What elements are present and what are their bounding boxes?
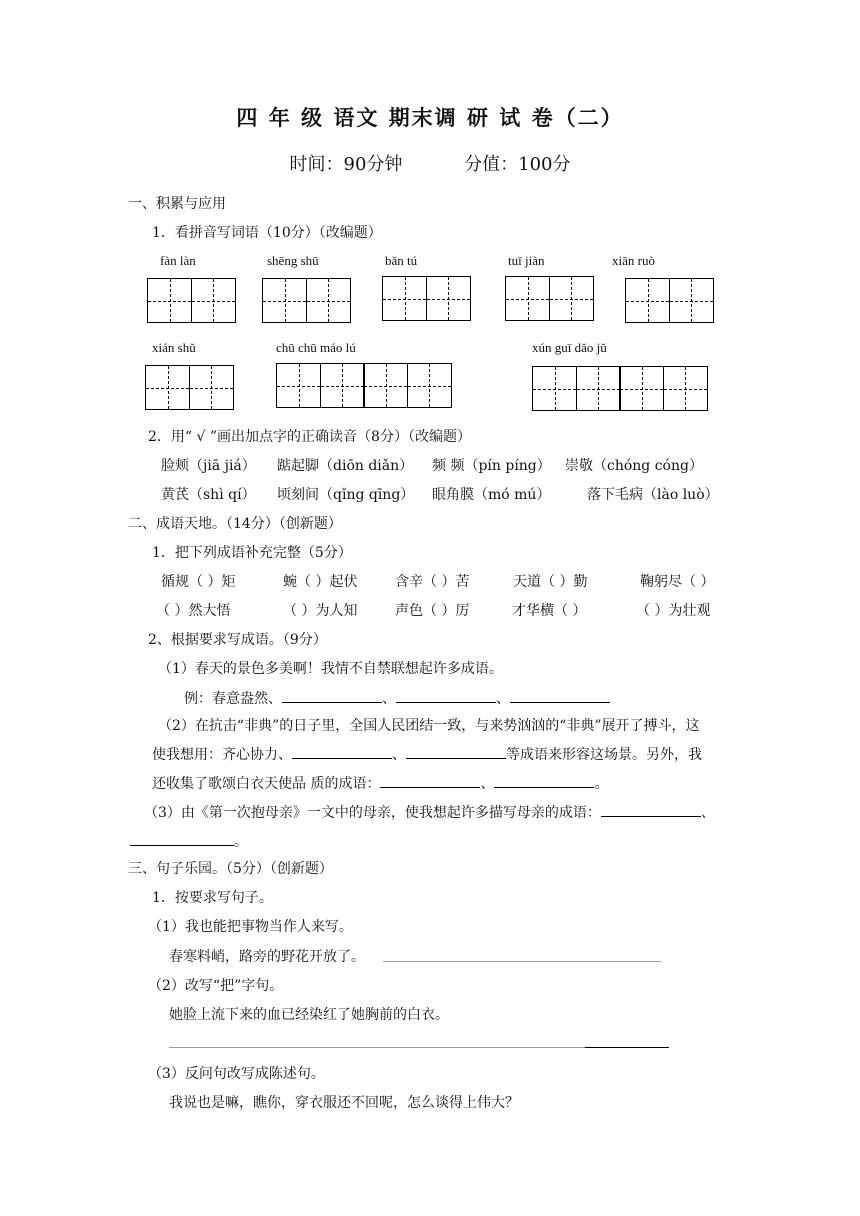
pinyin-5: xiān ruò bbox=[612, 253, 655, 268]
s3-q1-3: （3）反问句改写成陈述句。 bbox=[148, 1066, 325, 1082]
writing-grid-4[interactable] bbox=[505, 276, 592, 321]
q2-item-5: 黄芪（shì qí） bbox=[161, 487, 256, 503]
pinyin-2: shēng shū bbox=[267, 253, 319, 268]
idiom-4: 天道（ ）勤 bbox=[513, 574, 588, 590]
s3-q1-1: （1）我也能把事物当作人来写。 bbox=[148, 919, 353, 935]
page-title: 四 年 级 语文 期末调 研 试 卷（二） bbox=[236, 105, 624, 130]
s2-q2-3: （3）由《第一次抱母亲》一文中的母亲，使我想起许多描写母亲的成语： 、 bbox=[144, 805, 715, 821]
s2-q2: 2、根据要求写成语。（9分） bbox=[148, 632, 327, 648]
idiom-1: 循规（ ）矩 bbox=[161, 574, 236, 590]
writing-grid-1[interactable] bbox=[147, 278, 234, 323]
pinyin-8: xún guī dǎo jǔ bbox=[532, 340, 607, 355]
pinyin-3: bǎn tú bbox=[385, 253, 418, 268]
q2-item-8: 落下毛病（lào luò） bbox=[587, 487, 719, 503]
idiom-2: 蜿（ ）起伏 bbox=[283, 574, 358, 590]
q2-item-7: 眼角膜（mó mú） bbox=[432, 487, 551, 503]
answer-line[interactable] bbox=[585, 1047, 669, 1048]
answer-blank[interactable] bbox=[510, 701, 610, 703]
s2-q2-3-cont: 。 bbox=[130, 831, 248, 851]
exam-score: 分值：100分 bbox=[464, 154, 571, 175]
exam-time: 时间：90分钟 bbox=[289, 154, 403, 175]
idiom-6: （ ）然大悟 bbox=[156, 603, 231, 619]
q2-item-3: 频 频（pín píng） bbox=[432, 458, 551, 474]
idiom-3: 含辛（ ）苦 bbox=[395, 574, 470, 590]
answer-blank[interactable] bbox=[130, 844, 234, 846]
writing-grid-3[interactable] bbox=[382, 276, 469, 321]
answer-line[interactable] bbox=[169, 1047, 585, 1048]
s3-q1-2: （2）改写“把”字句。 bbox=[148, 978, 284, 994]
pinyin-1: fàn làn bbox=[160, 253, 196, 268]
s2-q2-1: （1）春天的景色多美啊！我情不自禁联想起许多成语。 bbox=[158, 661, 503, 677]
s3-q1: 1．按要求写句子。 bbox=[152, 890, 273, 906]
s1-q1: 1．看拼音写词语（10分）（改编题） bbox=[152, 225, 382, 241]
s1-q2: 2．用“ √ ”画出加点字的正确读音（8分）（改编题） bbox=[148, 429, 471, 445]
section3-heading: 三、句子乐园。（5分）（创新题） bbox=[128, 861, 333, 877]
writing-grid-8[interactable] bbox=[532, 366, 706, 411]
pinyin-7: chū chū máo lú bbox=[276, 340, 356, 355]
s2-q2-2-line3: 还收集了歌颂白衣天使品 质的成语： 、 。 bbox=[152, 776, 609, 792]
pinyin-6: xián shǔ bbox=[152, 340, 196, 355]
idiom-10: （ ）为壮观 bbox=[636, 603, 711, 619]
idiom-7: （ ）为人知 bbox=[283, 603, 358, 619]
s2-q1: 1．把下列成语补充完整（5分） bbox=[152, 545, 352, 561]
answer-blank[interactable] bbox=[396, 701, 496, 703]
s3-q1-1-text: 春寒料峭，路旁的野花开放了。 bbox=[169, 949, 365, 965]
answer-blank[interactable] bbox=[601, 815, 701, 817]
idiom-8: 声色（ ）厉 bbox=[395, 603, 470, 619]
answer-blank[interactable] bbox=[380, 786, 480, 788]
writing-grid-2[interactable] bbox=[262, 278, 349, 323]
q2-item-6: 顷刻间（qǐng qīng） bbox=[277, 487, 415, 503]
answer-blank[interactable] bbox=[406, 757, 506, 759]
writing-grid-7[interactable] bbox=[276, 363, 450, 408]
s3-q1-3-text: 我说也是嘛，瞧你，穿衣服还不回呢，怎么谈得上伟大？ bbox=[169, 1095, 519, 1111]
s2-q2-2-line1: （2）在抗击“非典”的日子里，全国人民团结一致，与来势汹汹的“非典”展开了搏斗，这 bbox=[158, 718, 700, 734]
exam-info bbox=[0, 150, 860, 176]
answer-blank[interactable] bbox=[494, 786, 594, 788]
answer-line[interactable] bbox=[383, 961, 661, 962]
s2-q2-2-line2: 使我想用：齐心协力、 、 等成语来形容这场景。另外，我 bbox=[152, 747, 702, 763]
q2-item-4: 崇敬（chóng cóng） bbox=[565, 458, 703, 474]
idiom-9: 才华横（ ） bbox=[512, 603, 587, 619]
answer-blank[interactable] bbox=[282, 701, 382, 703]
writing-grid-5[interactable] bbox=[625, 278, 712, 323]
answer-blank[interactable] bbox=[292, 757, 392, 759]
q2-item-1: 脸颊（jiā jiá） bbox=[161, 458, 256, 474]
writing-grid-6[interactable] bbox=[145, 365, 232, 410]
q2-item-2: 踮起脚（diōn diǎn） bbox=[277, 458, 414, 474]
s2-q2-1-example: 例：春意盎然、 、 、 bbox=[184, 688, 610, 708]
idiom-5: 鞠躬尽（ ） bbox=[640, 574, 715, 590]
s3-q1-2-text: 她脸上流下来的血已经染红了她胸前的白衣。 bbox=[169, 1007, 449, 1023]
section1-heading: 一、积累与应用 bbox=[128, 196, 226, 212]
pinyin-4: tuī jiàn bbox=[508, 253, 545, 268]
section2-heading: 二、成语天地。（14分）（创新题） bbox=[128, 516, 342, 532]
